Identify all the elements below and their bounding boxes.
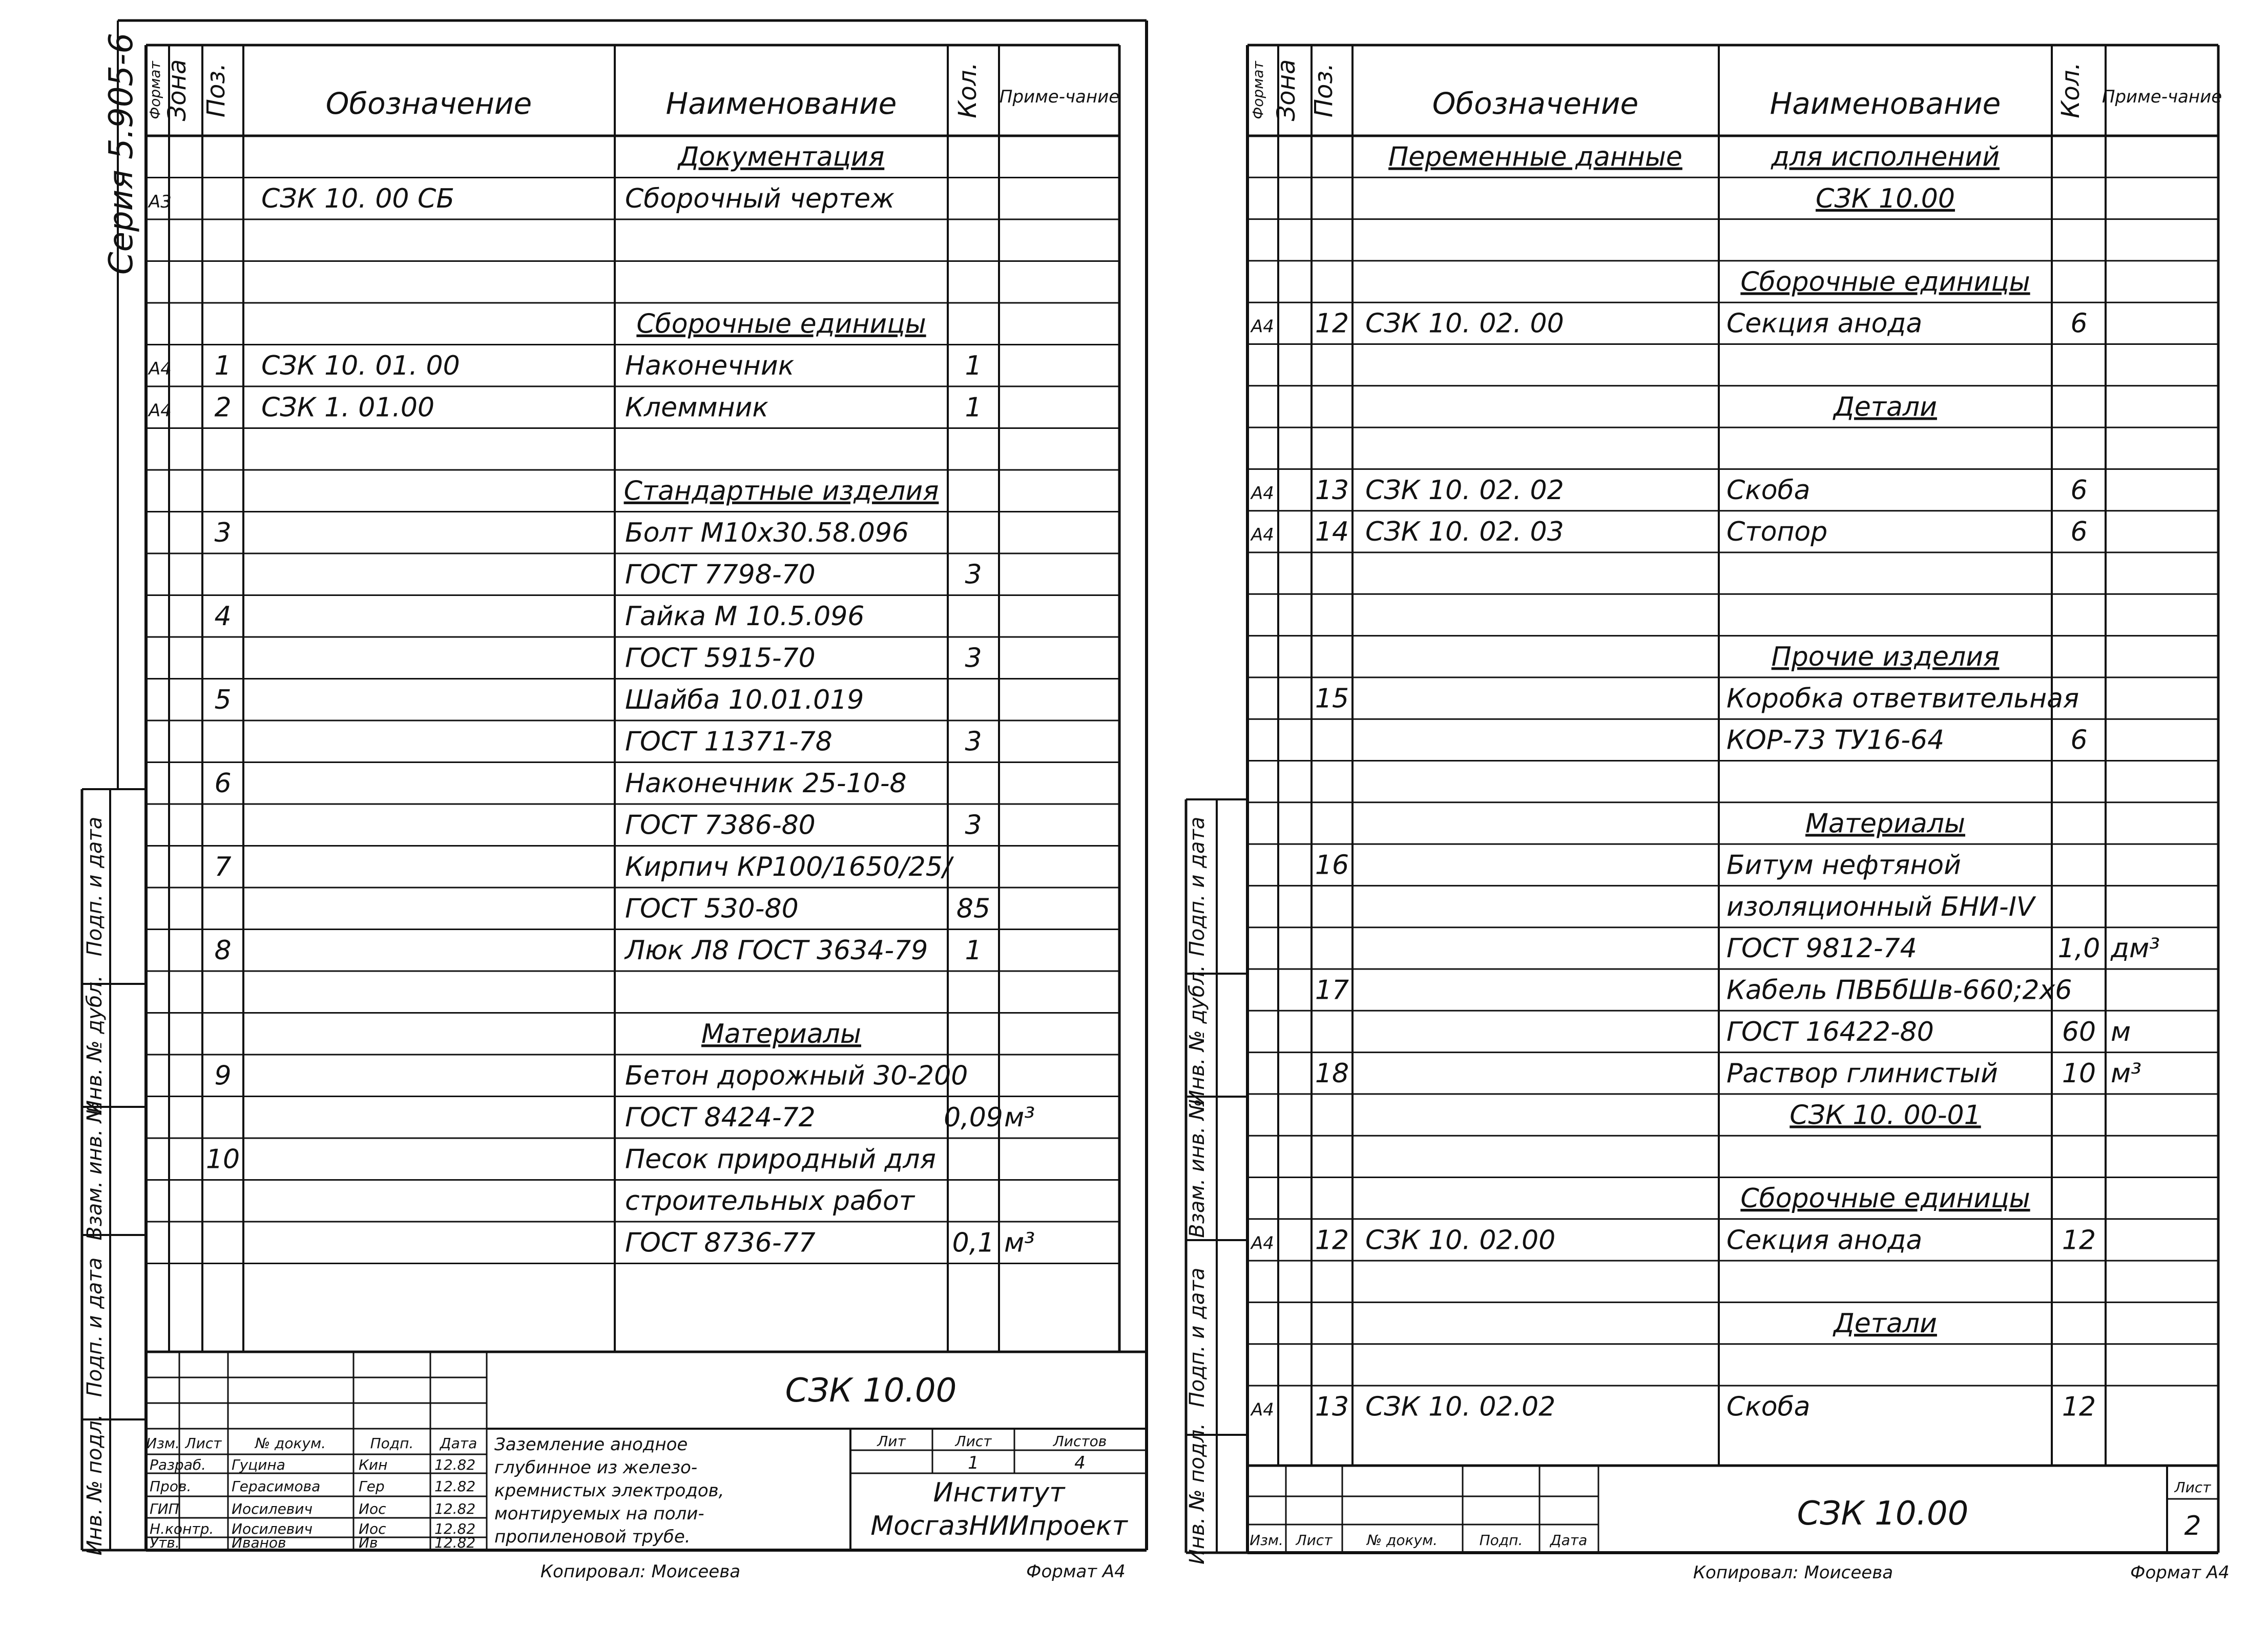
stamp-hdr: Лист bbox=[185, 1435, 222, 1452]
stamp-hdr: № докум. bbox=[1366, 1532, 1438, 1549]
copied-by: Копировал: Моисеева bbox=[540, 1561, 741, 1582]
row-designation: СЗК 1. 01.00 bbox=[261, 392, 435, 423]
row-name: Шайба 10.01.019 bbox=[625, 685, 864, 716]
row-format: А4 bbox=[1251, 1399, 1274, 1420]
stamp-name: Иосилевич bbox=[232, 1500, 313, 1517]
stamp-date: 12.82 bbox=[434, 1456, 476, 1473]
hdr-zone: Зона bbox=[1272, 59, 1301, 121]
hdr-qty: Кол. bbox=[2056, 62, 2085, 118]
left-sheet bbox=[82, 20, 1147, 1582]
row-qty: 1,0 bbox=[2057, 933, 2100, 964]
hdr-qty: Кол. bbox=[953, 62, 982, 118]
stamp-date: 12.82 bbox=[434, 1500, 476, 1517]
stamp-lit-label: Лит bbox=[877, 1433, 906, 1450]
row-name: ГОСТ 16422-80 bbox=[1726, 1016, 1934, 1047]
row-name: Сборочные единицы bbox=[1740, 1183, 2030, 1214]
row-name: Раствор глинистый bbox=[1726, 1058, 1998, 1089]
row-qty: 0,09 bbox=[944, 1102, 1003, 1134]
row-qty: 1 bbox=[965, 351, 982, 382]
stamp-hdr: Дата bbox=[1550, 1532, 1588, 1549]
sidebar-label: Взам. инв. № bbox=[1185, 1099, 1209, 1238]
row-name: Песок природный для bbox=[625, 1144, 936, 1175]
row-name: Болт М10х30.58.096 bbox=[625, 518, 909, 549]
stamp-role: Разраб. bbox=[150, 1456, 206, 1473]
hdr-note: Приме-чание bbox=[999, 87, 1120, 107]
row-name: Прочие изделия bbox=[1771, 642, 2000, 673]
row-name: СЗК 10. 00-01 bbox=[1790, 1100, 1981, 1131]
stamp-sheet: 1 bbox=[968, 1453, 979, 1473]
stamp-code: СЗК 10.00 bbox=[785, 1372, 957, 1410]
row-name: Клеммник bbox=[625, 392, 768, 423]
row-format: А4 bbox=[1251, 316, 1274, 337]
row-qty: 3 bbox=[965, 559, 982, 590]
sidebar-label: Инв. № подл. bbox=[83, 1414, 107, 1556]
stamp-role: Н.контр. bbox=[150, 1520, 214, 1537]
row-name: Стандартные изделия bbox=[623, 476, 939, 507]
row-qty: 0,1 bbox=[952, 1227, 995, 1259]
series-label: Серия 5.905-6 bbox=[102, 32, 140, 275]
row-designation: Переменные данные bbox=[1388, 141, 1682, 173]
copied-by: Копировал: Моисеева bbox=[1693, 1562, 1894, 1583]
row-note: м³ bbox=[1004, 1102, 1035, 1134]
row-designation: СЗК 10. 00 СБ bbox=[261, 183, 454, 215]
stamp-date: 12.82 bbox=[434, 1478, 476, 1495]
row-format: А4 bbox=[149, 359, 172, 380]
row-qty: 1 bbox=[965, 935, 982, 966]
row-name: изоляционный БНИ-IV bbox=[1726, 891, 2035, 922]
stamp-sheet-label: Лист bbox=[2174, 1479, 2211, 1496]
stamp-sheet: 2 bbox=[2184, 1511, 2201, 1541]
stamp-hdr: Лист bbox=[1296, 1532, 1333, 1549]
row-name: Сборочные единицы bbox=[636, 308, 926, 340]
row-name: ГОСТ 530-80 bbox=[625, 893, 799, 924]
row-format: А3 bbox=[149, 192, 172, 213]
row-name: Наконечник 25-10-8 bbox=[625, 768, 907, 799]
stamp-hdr: Изм. bbox=[146, 1435, 180, 1452]
stamp-title: кремнистых электродов, bbox=[494, 1480, 724, 1501]
sidebar-label: Подп. и дата bbox=[83, 1257, 107, 1397]
row-pos: 5 bbox=[214, 685, 232, 716]
row-pos: 13 bbox=[1315, 475, 1349, 506]
stamp-title: монтируемых на поли- bbox=[494, 1504, 704, 1524]
row-name: Кирпич КР100/1650/25/ bbox=[625, 852, 952, 883]
row-pos: 8 bbox=[214, 935, 232, 966]
row-format: А4 bbox=[1251, 525, 1274, 546]
row-pos: 13 bbox=[1315, 1391, 1349, 1423]
hdr-format: Формат bbox=[147, 61, 163, 119]
stamp-date: 12.82 bbox=[434, 1534, 476, 1551]
row-pos: 4 bbox=[214, 601, 232, 632]
stamp-role: ГИП bbox=[150, 1500, 179, 1517]
row-pos: 7 bbox=[214, 852, 232, 883]
stamp-sheets: 4 bbox=[1074, 1453, 1086, 1473]
row-qty: 12 bbox=[2062, 1225, 2096, 1256]
row-qty: 6 bbox=[2070, 475, 2088, 506]
stamp-sign: Иос bbox=[359, 1520, 386, 1537]
stamp-role: Утв. bbox=[150, 1534, 180, 1551]
row-designation: СЗК 10. 02. 02 bbox=[1365, 475, 1564, 506]
row-note: м bbox=[2111, 1016, 2131, 1047]
stamp-name: Герасимова bbox=[232, 1478, 321, 1495]
row-name: Детали bbox=[1834, 392, 1937, 423]
row-name: Сборочный чертеж bbox=[625, 183, 894, 215]
sidebar-label: Инв. № дубл. bbox=[83, 975, 107, 1116]
hdr-name: Наименование bbox=[1770, 86, 2001, 121]
row-name: Гайка М 10.5.096 bbox=[625, 601, 865, 632]
hdr-pos: Поз. bbox=[1309, 63, 1338, 118]
hdr-note: Приме-чание bbox=[2101, 87, 2222, 107]
row-qty: 1 bbox=[965, 392, 982, 423]
row-pos: 10 bbox=[205, 1144, 240, 1175]
row-designation: СЗК 10. 02. 00 bbox=[1365, 308, 1564, 339]
row-name: Скоба bbox=[1726, 475, 1811, 506]
stamp-hdr: Изм. bbox=[1250, 1532, 1283, 1549]
row-name: Материалы bbox=[701, 1019, 861, 1050]
hdr-name: Наименование bbox=[665, 86, 897, 121]
row-name: ГОСТ 7798-70 bbox=[625, 559, 816, 590]
row-qty: 85 bbox=[956, 893, 991, 924]
row-qty: 10 bbox=[2062, 1058, 2096, 1089]
row-pos: 17 bbox=[1315, 975, 1349, 1006]
row-name: СЗК 10.00 bbox=[1816, 183, 1955, 214]
stamp-role: Пров. bbox=[150, 1478, 192, 1495]
row-pos: 15 bbox=[1315, 683, 1349, 714]
row-pos: 16 bbox=[1315, 850, 1349, 881]
row-designation: СЗК 10. 02.00 bbox=[1365, 1225, 1556, 1256]
row-qty: 3 bbox=[965, 643, 982, 674]
stamp-sheets-label: Листов bbox=[1053, 1433, 1107, 1450]
sidebar-label: Инв. № подл. bbox=[1185, 1423, 1209, 1564]
stamp-sign: Ив bbox=[359, 1534, 378, 1551]
row-note: дм³ bbox=[2111, 933, 2160, 964]
row-format: А4 bbox=[149, 400, 172, 421]
row-name: Люк Л8 ГОСТ 3634-79 bbox=[625, 935, 928, 966]
stamp-sheet-label: Лист bbox=[955, 1433, 992, 1450]
stamp-title: пропиленовой трубе. bbox=[494, 1527, 691, 1547]
stamp-name: Иосилевич bbox=[232, 1520, 313, 1537]
stamp-hdr: Дата bbox=[440, 1435, 477, 1452]
format-label: Формат А4 bbox=[1026, 1561, 1126, 1582]
row-format: А4 bbox=[1251, 1233, 1274, 1254]
row-pos: 1 bbox=[214, 351, 232, 382]
format-label: Формат А4 bbox=[2130, 1562, 2230, 1583]
row-name: Материалы bbox=[1805, 808, 1965, 839]
row-note: м³ bbox=[1004, 1227, 1035, 1259]
row-qty: 6 bbox=[2070, 517, 2088, 548]
row-note: м³ bbox=[2111, 1058, 2142, 1089]
stamp-sign: Иос bbox=[359, 1500, 386, 1517]
row-format: А4 bbox=[1251, 483, 1274, 504]
row-qty: 6 bbox=[2070, 308, 2088, 339]
row-qty: 3 bbox=[965, 810, 982, 841]
stamp-org-1: Институт bbox=[933, 1477, 1065, 1508]
hdr-designation: Обозначение bbox=[325, 86, 532, 121]
row-name: Сборочные единицы bbox=[1740, 266, 2030, 298]
row-designation: СЗК 10. 02.02 bbox=[1365, 1391, 1556, 1423]
right-sheet bbox=[1185, 45, 2230, 1583]
row-name: Коробка ответвительная bbox=[1726, 683, 2079, 714]
row-name: ГОСТ 9812-74 bbox=[1726, 933, 1917, 964]
row-pos: 9 bbox=[214, 1060, 232, 1091]
stamp-sign: Кин bbox=[359, 1456, 388, 1473]
row-name: Детали bbox=[1834, 1308, 1937, 1339]
sidebar-label: Подп. и дата bbox=[1185, 816, 1209, 957]
stamp-title: Заземление анодное bbox=[494, 1434, 688, 1455]
row-name: ГОСТ 8736-77 bbox=[625, 1227, 816, 1259]
row-qty: 60 bbox=[2062, 1016, 2096, 1047]
row-pos: 12 bbox=[1315, 1225, 1349, 1256]
row-name: Кабель ПВБбШв-660;2х6 bbox=[1726, 975, 2072, 1006]
row-name: Документация bbox=[678, 141, 885, 173]
sidebar-label: Инв. № дубл. bbox=[1185, 965, 1209, 1105]
row-name: Наконечник bbox=[625, 351, 795, 382]
stamp-hdr: Подп. bbox=[1479, 1532, 1523, 1549]
stamp-hdr: № докум. bbox=[255, 1435, 326, 1452]
hdr-zone: Зона bbox=[163, 59, 192, 121]
row-name: КОР-73 ТУ16-64 bbox=[1726, 725, 1945, 756]
row-name: Стопор bbox=[1726, 517, 1828, 548]
row-name: ГОСТ 7386-80 bbox=[625, 810, 816, 841]
row-pos: 14 bbox=[1315, 517, 1349, 548]
stamp-org-2: МосгазНИИпроект bbox=[870, 1511, 1128, 1541]
stamp-title: глубинное из железо- bbox=[494, 1457, 698, 1478]
row-qty: 3 bbox=[965, 726, 982, 757]
row-name: Скоба bbox=[1726, 1391, 1811, 1423]
stamp-name: Иванов bbox=[232, 1534, 286, 1551]
stamp-code: СЗК 10.00 bbox=[1797, 1495, 1969, 1533]
sidebar-label: Подп. и дата bbox=[83, 816, 107, 957]
stamp-hdr: Подп. bbox=[370, 1435, 414, 1452]
row-pos: 12 bbox=[1315, 308, 1349, 339]
row-name: Секция анода bbox=[1726, 308, 1923, 339]
row-pos: 2 bbox=[214, 392, 232, 423]
row-name: ГОСТ 8424-72 bbox=[625, 1102, 816, 1134]
row-qty: 12 bbox=[2062, 1391, 2096, 1423]
hdr-designation: Обозначение bbox=[1432, 86, 1639, 121]
row-name: Секция анода bbox=[1726, 1225, 1923, 1256]
row-designation: СЗК 10. 02. 03 bbox=[1365, 517, 1564, 548]
hdr-format: Формат bbox=[1250, 61, 1266, 119]
row-qty: 6 bbox=[2070, 725, 2088, 756]
row-pos: 6 bbox=[214, 768, 232, 799]
hdr-pos: Поз. bbox=[202, 63, 231, 118]
sidebar-label: Подп. и дата bbox=[1185, 1267, 1209, 1408]
row-name: Битум нефтяной bbox=[1726, 850, 1961, 881]
row-pos: 18 bbox=[1315, 1058, 1349, 1089]
row-designation: СЗК 10. 01. 00 bbox=[261, 351, 460, 382]
row-name: ГОСТ 5915-70 bbox=[625, 643, 816, 674]
row-name: Бетон дорожный 30-200 bbox=[625, 1060, 968, 1091]
row-name: строительных работ bbox=[625, 1186, 915, 1217]
stamp-sign: Гер bbox=[359, 1478, 385, 1495]
stamp-name: Гуцина bbox=[232, 1456, 285, 1473]
row-name: для исполнений bbox=[1771, 141, 2000, 173]
sidebar-label: Взам. инв. № bbox=[83, 1101, 107, 1241]
row-name: ГОСТ 11371-78 bbox=[625, 726, 833, 757]
stamp-date: 12.82 bbox=[434, 1520, 476, 1537]
row-pos: 3 bbox=[214, 518, 232, 549]
